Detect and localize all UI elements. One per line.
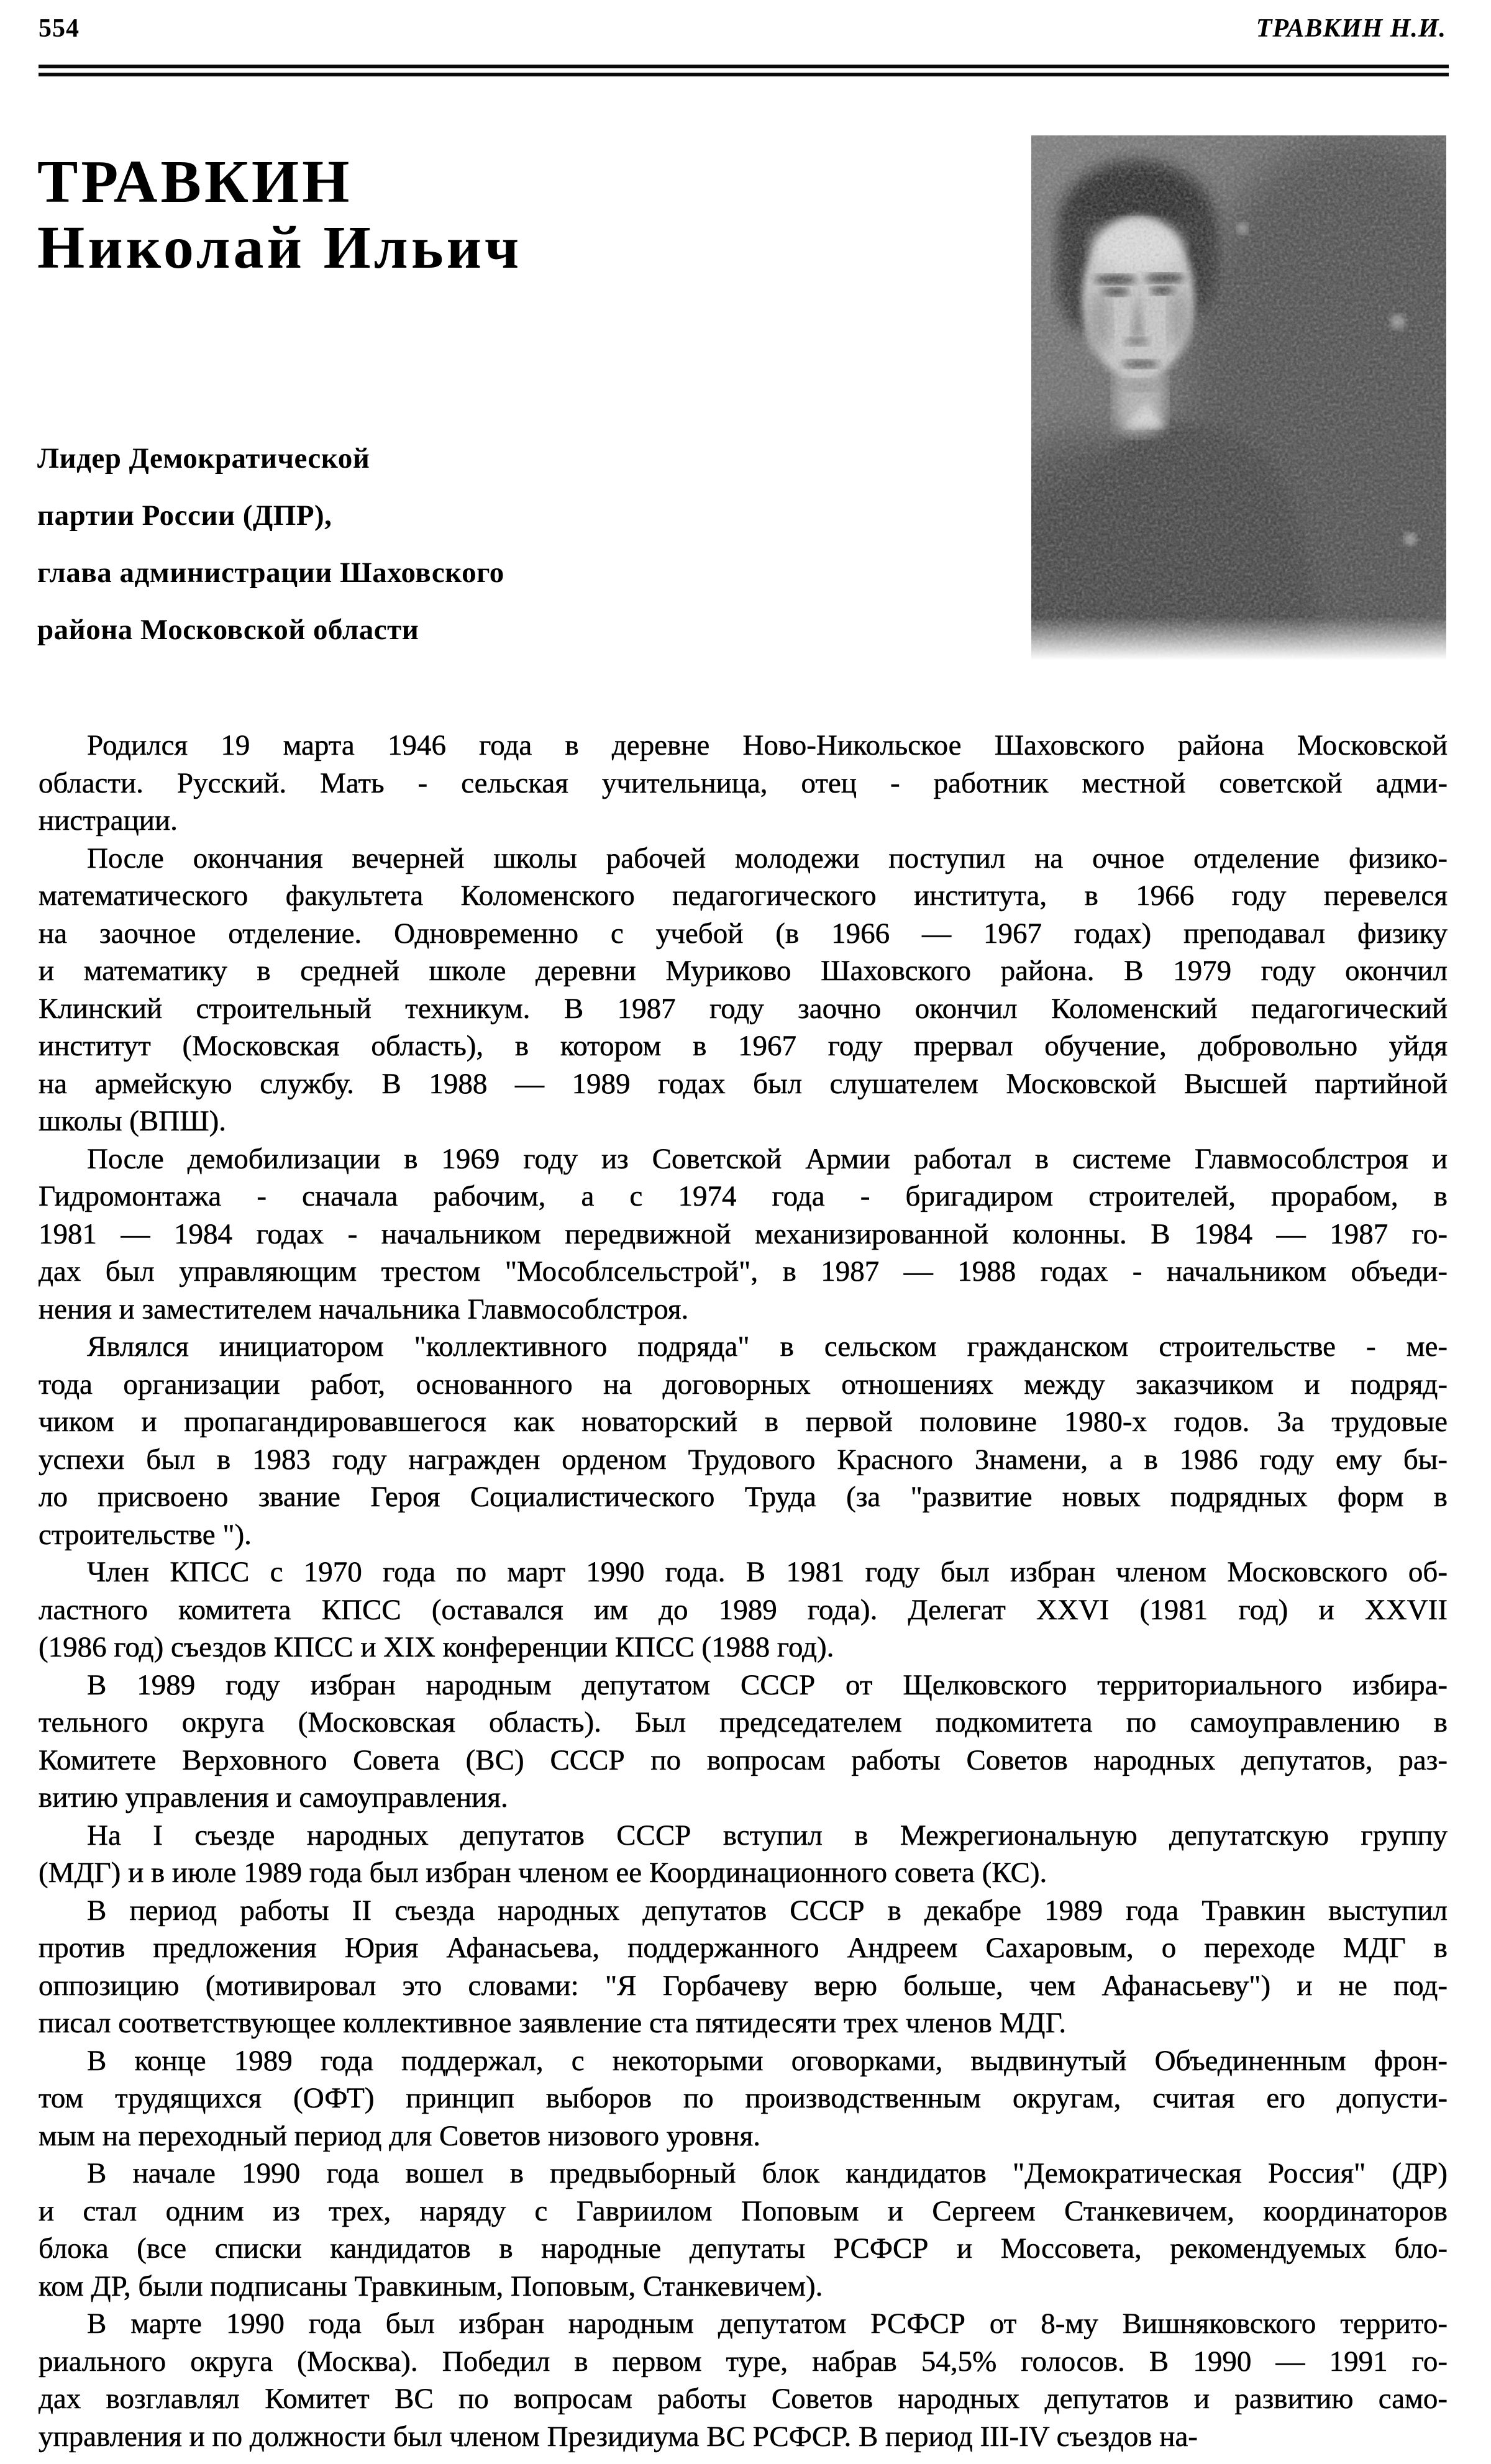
text-line: тода организации работ, основанного на договорных отношениях между заказчиком и подряд- bbox=[39, 1368, 1448, 1401]
text-line: (МДГ) и в июле 1989 года был избран членом ее Координационного совета (КС). bbox=[39, 1857, 1047, 1889]
subtitle-line: Лидер Демократической bbox=[37, 442, 370, 475]
text-line: блока (все списки кандидатов в народные депутаты РСФСР и Моссовета, рекомендуемых бло- bbox=[39, 2232, 1448, 2265]
text-line: (1986 год) съездов КПСС и XIX конференции КПСС (1988 год). bbox=[39, 1631, 834, 1663]
paragraph bbox=[39, 840, 1448, 1140]
subtitle-line: района Московской области bbox=[37, 614, 419, 646]
paragraph bbox=[39, 1328, 1448, 1553]
subtitle-line: партии России (ДПР), bbox=[37, 499, 332, 532]
text-line: на заочное отделение. Одновременно с учебой (в 1966 — 1967 годах) преподавал физику bbox=[39, 917, 1448, 950]
text-line: оппозицию (мотивировал это словами: "Я Горбачеву верю больше, чем Афанасьеву") и не под- bbox=[39, 1969, 1448, 2002]
text-line: ластного комитета КПСС (оставался им до 1989 года). Делегат XXVI (1981 год) и XXVII bbox=[39, 1593, 1448, 1626]
text-line: Клинский строительный техникум. В 1987 году заочно окончил Коломенский педагогический bbox=[39, 992, 1448, 1025]
running-head: ТРАВКИН Н.И. bbox=[1256, 14, 1446, 43]
paragraph bbox=[39, 1666, 1448, 1817]
article-title-surname: ТРАВКИН bbox=[37, 148, 353, 216]
text-line: области. Русский. Мать - сельская учительница, отец - работник местной советской адми- bbox=[39, 766, 1448, 799]
text-line: мым на переходный период для Советов низового уровня. bbox=[39, 2119, 760, 2152]
text-line: Являлся инициатором "коллективного подряда" в сельском гражданском строительстве - ме- bbox=[87, 1330, 1448, 1363]
text-line: чиком и пропагандировавшегося как новаторский в первой половине 1980-х годов. За трудовые bbox=[39, 1406, 1448, 1438]
text-line: тельного округа (Московская область). Был председателем подкомитета по самоуправлению в bbox=[39, 1706, 1448, 1739]
text-line: Член КПСС с 1970 года по март 1990 года. В 1981 году был избран членом Московского об- bbox=[87, 1556, 1448, 1588]
text-line: дах был управляющим трестом "Мособлсельстрой", в 1987 — 1988 годах - начальником объеди- bbox=[39, 1255, 1448, 1288]
text-line: В конце 1989 года поддержал, с некоторыми оговорками, выдвинутый Объединенным фрон- bbox=[87, 2044, 1448, 2077]
text-line: школы (ВПШ). bbox=[39, 1105, 227, 1137]
text-line: После демобилизации в 1969 году из Советской Армии работал в системе Главмособлстроя и bbox=[87, 1142, 1448, 1175]
paragraph bbox=[39, 2155, 1448, 2305]
paragraph bbox=[39, 2305, 1448, 2455]
paragraph bbox=[39, 1892, 1448, 2042]
text-line: На I съезде народных депутатов СССР вступил в Межрегиональную депутатскую группу bbox=[87, 1819, 1448, 1852]
text-line: витию управления и самоуправления. bbox=[39, 1781, 508, 1814]
text-line: В начале 1990 года вошел в предвыборный блок кандидатов "Демократическая Россия" (ДР) bbox=[87, 2157, 1448, 2189]
text-line: В 1989 году избран народным депутатом СССР от Щелковского территориального избира- bbox=[87, 1668, 1448, 1701]
article-subtitle bbox=[37, 430, 504, 658]
text-line: против предложения Юрия Афанасьева, поддержанного Андреем Сахаровым, о переходе МДГ в bbox=[39, 1932, 1448, 1964]
body-text bbox=[39, 727, 1448, 2455]
text-line: писал соответствующее коллективное заявление ста пятидесяти трех членов МДГ. bbox=[39, 2007, 1067, 2039]
text-line: 1981 — 1984 годах - начальником передвижной механизированной колонны. В 1984 — 1987 го- bbox=[39, 1217, 1448, 1250]
paragraph bbox=[39, 1817, 1448, 1892]
text-line: дах возглавлял Комитет ВС по вопросам работы Советов народных депутатов и развитию само- bbox=[39, 2383, 1448, 2415]
article-title-name: Николай Ильич bbox=[37, 214, 522, 281]
text-line: успехи был в 1983 году награжден орденом Трудового Красного Знамени, а в 1986 году ему бы- bbox=[39, 1443, 1448, 1476]
text-line: ком ДР, были подписаны Травкиным, Поповым, Станкевичем). bbox=[39, 2270, 823, 2303]
text-line: В период работы II съезда народных депутатов СССР в декабре 1989 года Травкин выступил bbox=[87, 1894, 1448, 1927]
text-line: математического факультета Коломенского педагогического института, в 1966 году перевелся bbox=[39, 880, 1448, 912]
portrait-photo-art bbox=[1031, 135, 1446, 660]
text-line: Родился 19 марта 1946 года в деревне Ново-Никольское Шаховского района Московской bbox=[87, 729, 1448, 761]
text-line: ло присвоено звание Героя Социалистического Труда (за "развитие новых подрядных форм в bbox=[39, 1481, 1448, 1513]
paragraph bbox=[39, 1553, 1448, 1666]
paragraph bbox=[39, 2042, 1448, 2155]
portrait-photo bbox=[1031, 135, 1446, 660]
text-line: и математику в средней школе деревни Муриково Шаховского района. В 1979 году окончил bbox=[39, 955, 1448, 987]
text-line: После окончания вечерней школы рабочей молодежи поступил на очное отделение физико- bbox=[87, 842, 1448, 875]
text-line: том трудящихся (ОФТ) принцип выборов по производственным округам, считая его допусти- bbox=[39, 2082, 1448, 2114]
paragraph bbox=[39, 727, 1448, 840]
text-line: В марте 1990 года был избран народным депутатом РСФСР от 8-му Вишняковского террито- bbox=[87, 2307, 1448, 2340]
header-rule bbox=[39, 65, 1449, 76]
text-line: Комитете Верховного Совета (ВС) СССР по вопросам работы Советов народных депутатов, раз- bbox=[39, 1743, 1448, 1776]
text-line: строительстве "). bbox=[39, 1518, 252, 1551]
article-title bbox=[37, 149, 522, 281]
text-line: институт (Московская область), в котором в 1967 году прервал обучение, добровольно уйдя bbox=[39, 1030, 1448, 1062]
text-line: управления и по должности был членом Президиума ВС РСФСР. В период III-IV съездов на- bbox=[39, 2420, 1198, 2453]
page-number: 554 bbox=[39, 14, 80, 43]
text-line: и стал одним из трех, наряду с Гавриилом Поповым и Сергеем Станкевичем, координаторов bbox=[39, 2194, 1448, 2227]
text-line: нистрации. bbox=[39, 804, 178, 837]
subtitle-line: глава администрации Шаховского bbox=[37, 557, 504, 589]
text-line: Гидромонтажа - сначала рабочим, а с 1974 года - бригадиром строителей, прорабом, в bbox=[39, 1180, 1448, 1212]
paragraph bbox=[39, 1140, 1448, 1329]
text-line: риального округа (Москва). Победил в первом туре, набрав 54,5% голосов. В 1990 — 1991 го- bbox=[39, 2345, 1448, 2378]
text-line: на армейскую службу. В 1988 — 1989 годах был слушателем Московской Высшей партийной bbox=[39, 1067, 1448, 1100]
text-line: нения и заместителем начальника Главмособлстроя. bbox=[39, 1293, 689, 1325]
